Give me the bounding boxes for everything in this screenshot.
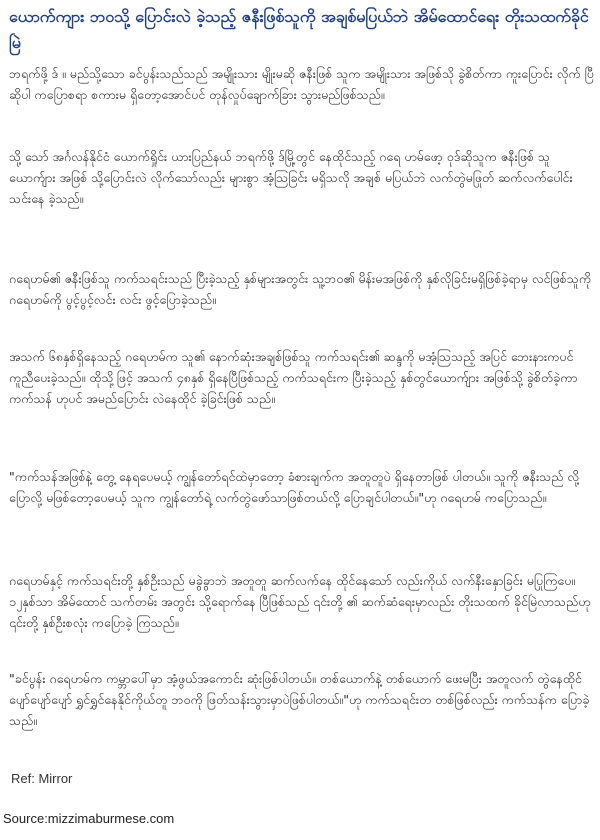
article-paragraph-5: "ကက်သန်အဖြစ်နဲ့ တွေ့ နေရပေမယ့် ကျွန်တော်ရင်ထဲမှာတော့ ခံစားချက်က အတူတူပဲ ရှိနေတာဖြစ် ပါတယ်။ သူကို ဇနီးသည် လို့ပြောလို့ မဖြစ်တော့ပေမယ့် သူက ကျွန်တော်ရဲ့ လက်တွဲဖော်သာဖြစ်တယ်လို့ ပြောချင်ပါတယ်။"ဟု ဂရေဟမ် ကပြောသည်။ (9, 469, 580, 505)
article-paragraph-2: သို့ သော် အင်္ဂလန်နိုင်ငံ ယောက်ရှိုင်း ယားပြည်နယ် ဘရက်ဖို့ ဒ်မြို့တွင် နေထိုင်သည့် ဂရေ ဟမ်ဖော့ ဝုဒ်ဆိုသူက ဇနီးဖြစ် သူယောက်ျား အဖြစ် သို့ပြောင်းလဲ လိုက်သော်လည်း များစွာ အံ့သြခြင်း မရှိသလို အချစ် မပြယ်ဘဲ လက်တွဲမဖြုတ် ဆက်လက်ပေါင်း သင်းနေ ခဲ့သည်။ (9, 149, 573, 206)
article-title: ယောက်ကျား ဘဝသို့ ပြောင်းလဲ ခဲ့သည့် ဇနီးဖြစ်သူကို အချစ်မပြယ်ဘဲ အိမ်ထောင်ရေး တိုးသထက်ခိုင်မြဲ (9, 7, 589, 52)
article-paragraph-4: အသက် ၆၈နှစ်ရှိနေသည့် ဂရေဟမ်က သူ၏ နောက်ဆုံးအချစ်ဖြစ်သူ ကက်သရင်း၏ ဆန္ဒကို မအံ့သြသည့် အပြင် ဘေးနားကပင် ကူညီပေးခဲ့သည်။ ထိုသို့ဖြင့် အသက် ၄၈နှစ် ရှိနေပြီဖြစ်သည့် ကက်သရင်းက ပြီးခဲ့သည့် နှစ်တွင်ယောက်ျား အဖြစ်သို့ ခွဲစိတ်ခဲ့ကာ ကက်သန် ဟုပင် အမည်ပြောင်း လဲနေထိုင် ခဲ့ခြင်းဖြစ် သည်။ (9, 349, 578, 406)
article-paragraph-3: ဂရေဟမ်၏ ဇနီးဖြစ်သူ ကက်သရင်းသည် ပြီးခဲ့သည့် နှစ်များအတွင်း သူ့ဘဝ၏ မိန်းမအဖြစ်ကို နှစ်လိုခြင်းမရှိဖြစ်ခဲ့ရာမှ လင်ဖြစ်သူကို ဂရေဟမ်ကို ပွင့်ပွင့်လင်း လင်း ဖွင့်ပြောခဲ့သည်။ (9, 271, 592, 307)
source-line: Source:mizzimaburmese.com (3, 811, 175, 826)
reference-line: Ref: Mirror (11, 771, 73, 786)
article-paragraph-1: ဘရက်ဖို့ ဒ် ။ မည်သို့သော ခင်ပွန်းသည်သည် အမျိုးသား မျိုးမဆို ဇနီးဖြစ် သူက အမျိုးသား အဖြစ်သို ခွဲစိတ်ကာ ကူးပြောင်း လိုက် ပြီဆိုပါ ကပြောစရာ စကားမ ရှိတော့အောင်ပင် တုန်လှုပ်ချောက်ခြား သွားမည်ဖြစ်သည်။ (9, 66, 594, 102)
article-paragraph-6: ဂရေဟမ်နှင့် ကက်သရင်းတို့ နှစ်ဦးသည် မခွဲခွာဘဲ အတူတူ ဆက်လက်နေ ထိုင်နေသော် လည်းကိုယ် လက်နီးနှောခြင်း မပြုကြပေ။ ၁၂နှစ်သာ အိမ်ထောင် သက်တမ်း အတွင်း သို့ရောက်နေ ပြီဖြစ်သည် ၎င်းတို့ ၏ ဆက်ဆံရေးမှာလည်း တိုးသထက် ခိုင်မြဲလာသည်ဟု ၎င်းတို့ နှစ်ဦးစလုံး ကပြောခဲ့ ကြသည်။ (9, 573, 591, 630)
article-paragraph-7: "ခင်ပွန်း ဂရေဟမ်က ကမ္ဘာပေါ်မှာ အံ့ဖွယ်အကောင်း ဆုံးဖြစ်ပါတယ်။ တစ်ယောက်နဲ့ တစ်ယောက် ဖေးမပြီး အတူလက် တွဲနေထိုင် ပျော်ပျော်ပျော် ရွှင်ရွှင်နေနိုင်ကိုယ်တူ ဘဝကို ဖြတ်သန်းသွားမှာပဲဖြစ်ပါတယ်။"ဟု ကက်သရင်းတ တစ်ဖြစ်လည်း ကက်သန်က ပြောခဲ့သည်။ (9, 671, 590, 728)
